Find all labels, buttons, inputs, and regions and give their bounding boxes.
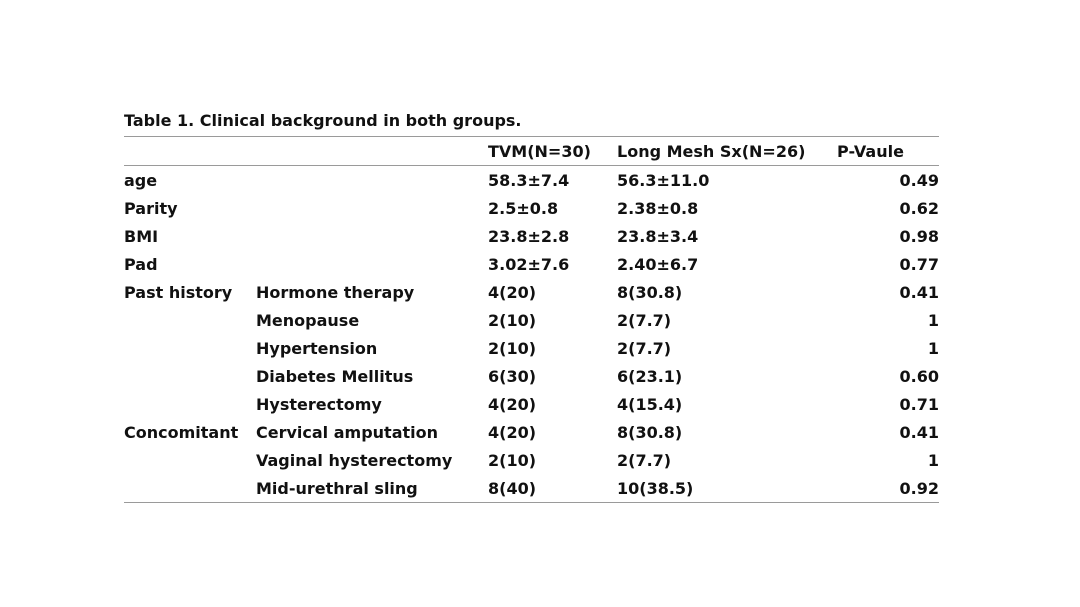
table-caption: Table 1. Clinical background in both groups. — [124, 111, 522, 130]
row-tvm: 4(20) — [488, 394, 537, 414]
row-tvm: 23.8±2.8 — [488, 226, 570, 246]
table-row — [124, 250, 939, 278]
row-long-mesh: 10(38.5) — [617, 478, 694, 498]
row-long-mesh: 2(7.7) — [617, 310, 672, 330]
table-row — [124, 278, 939, 306]
table-row — [124, 474, 939, 503]
row-group: BMI — [124, 226, 159, 246]
row-item — [256, 194, 488, 222]
table-row — [124, 306, 939, 334]
row-tvm: 4(20) — [488, 422, 537, 442]
row-group — [124, 334, 256, 362]
row-group: Parity — [124, 198, 178, 218]
row-tvm: 4(20) — [488, 282, 537, 302]
table-header-row — [124, 137, 939, 166]
row-p-value: 0.98 — [899, 226, 939, 246]
row-group: age — [124, 170, 158, 190]
row-item: Vaginal hysterectomy — [256, 450, 453, 470]
row-group: Pad — [124, 254, 158, 274]
row-tvm: 58.3±7.4 — [488, 170, 570, 190]
row-long-mesh: 8(30.8) — [617, 282, 683, 302]
header-tvm: TVM(N=30) — [488, 141, 591, 161]
row-p-value: 0.62 — [899, 198, 939, 218]
row-tvm: 2(10) — [488, 338, 537, 358]
row-p-value: 0.60 — [899, 366, 939, 386]
row-p-value: 0.41 — [899, 282, 939, 302]
row-p-value: 1 — [927, 338, 939, 358]
row-tvm: 3.02±7.6 — [488, 254, 570, 274]
row-long-mesh: 2.40±6.7 — [617, 254, 699, 274]
row-item — [256, 250, 488, 278]
row-group: Past history — [124, 282, 233, 302]
table-row — [124, 222, 939, 250]
row-tvm: 6(30) — [488, 366, 537, 386]
row-item — [256, 222, 488, 250]
row-item: Hypertension — [256, 338, 378, 358]
row-group — [124, 306, 256, 334]
row-group — [124, 446, 256, 474]
row-long-mesh: 6(23.1) — [617, 366, 683, 386]
row-p-value: 0.71 — [899, 394, 939, 414]
row-long-mesh: 8(30.8) — [617, 422, 683, 442]
header-group — [124, 137, 256, 166]
row-group — [124, 390, 256, 418]
row-p-value: 0.77 — [899, 254, 939, 274]
row-item: Hysterectomy — [256, 394, 382, 414]
row-item: Mid-urethral sling — [256, 478, 418, 498]
header-p-value: P-Vaule — [837, 141, 904, 161]
row-p-value: 0.49 — [899, 170, 939, 190]
row-item: Diabetes Mellitus — [256, 366, 414, 386]
table-row — [124, 362, 939, 390]
row-long-mesh: 2(7.7) — [617, 450, 672, 470]
row-item — [256, 166, 488, 195]
row-p-value: 1 — [927, 310, 939, 330]
row-tvm: 8(40) — [488, 478, 537, 498]
header-item — [256, 137, 488, 166]
row-group — [124, 362, 256, 390]
row-p-value: 0.92 — [899, 478, 939, 498]
row-p-value: 1 — [927, 450, 939, 470]
table-row — [124, 390, 939, 418]
row-group: Concomitant — [124, 422, 239, 442]
row-tvm: 2(10) — [488, 450, 537, 470]
row-long-mesh: 56.3±11.0 — [617, 170, 710, 190]
table-row — [124, 194, 939, 222]
row-group — [124, 474, 256, 503]
row-tvm: 2(10) — [488, 310, 537, 330]
row-p-value: 0.41 — [899, 422, 939, 442]
row-item: Cervical amputation — [256, 422, 439, 442]
row-long-mesh: 2(7.7) — [617, 338, 672, 358]
row-long-mesh: 23.8±3.4 — [617, 226, 699, 246]
header-long-mesh: Long Mesh Sx(N=26) — [617, 141, 806, 161]
row-long-mesh: 2.38±0.8 — [617, 198, 699, 218]
table-row — [124, 418, 939, 446]
row-item: Hormone therapy — [256, 282, 415, 302]
row-item: Menopause — [256, 310, 360, 330]
clinical-background-table — [124, 136, 939, 503]
row-tvm: 2.5±0.8 — [488, 198, 559, 218]
table-row — [124, 446, 939, 474]
table-row — [124, 334, 939, 362]
row-long-mesh: 4(15.4) — [617, 394, 683, 414]
table-row — [124, 166, 939, 195]
